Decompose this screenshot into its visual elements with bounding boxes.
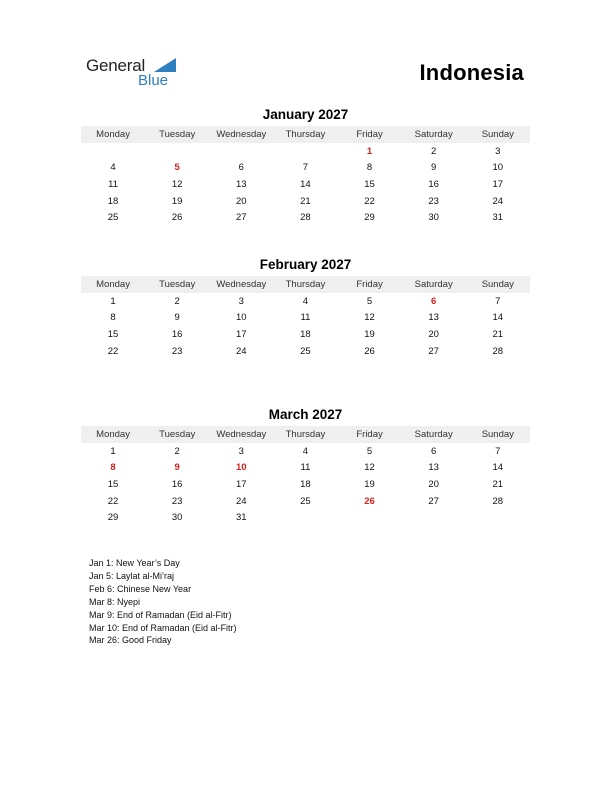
weekday-label: Sunday — [481, 279, 514, 290]
weekday-label: Saturday — [414, 279, 453, 290]
weekday-label: Friday — [356, 429, 383, 440]
day-cell: 14 — [492, 462, 504, 474]
weekday-label: Sunday — [481, 429, 514, 440]
day-cell: 25 — [107, 212, 119, 224]
day-cell: 21 — [492, 478, 504, 490]
day-cell: 9 — [431, 162, 437, 174]
day-cell: 25 — [300, 345, 311, 357]
weekday-header-row — [81, 126, 530, 143]
logo-text-blue: Blue — [138, 72, 169, 89]
day-cell: 28 — [492, 495, 504, 507]
day-cell: 3 — [238, 445, 244, 457]
day-cell: 12 — [171, 178, 183, 190]
week-row — [81, 310, 530, 327]
day-cell: 14 — [300, 178, 311, 190]
day-cell: 23 — [171, 495, 183, 507]
day-cell: 16 — [171, 328, 183, 340]
generalblue-logo — [86, 56, 186, 92]
day-cell: 2 — [431, 145, 437, 157]
day-cell: 11 — [300, 462, 311, 474]
holiday-day-cell: 6 — [431, 295, 437, 307]
month-title: March 2027 — [268, 407, 343, 422]
day-cell: 18 — [300, 478, 311, 490]
day-cell: 7 — [302, 162, 309, 174]
weekday-label: Saturday — [414, 429, 453, 440]
weekday-label: Saturday — [414, 129, 453, 140]
week-row — [81, 326, 530, 343]
weekday-label: Tuesday — [159, 279, 196, 290]
day-cell: 9 — [174, 312, 180, 324]
week-row — [81, 209, 530, 226]
day-cell: 15 — [364, 178, 375, 190]
holiday-day-cell: 10 — [236, 462, 247, 474]
day-cell: 22 — [107, 345, 119, 357]
month-january — [81, 106, 530, 226]
week-row — [81, 476, 530, 493]
day-cell: 12 — [364, 462, 375, 474]
week-row — [81, 176, 530, 193]
country-title: Indonesia — [419, 60, 524, 85]
holiday-day-cell: 9 — [174, 462, 180, 474]
day-cell: 8 — [110, 312, 116, 324]
day-cell: 4 — [302, 445, 309, 457]
day-cell: 20 — [236, 195, 247, 207]
day-cell: 18 — [107, 195, 119, 207]
day-cell: 20 — [428, 328, 439, 340]
day-cell: 21 — [492, 328, 504, 340]
day-cell: 27 — [428, 345, 439, 357]
day-cell: 21 — [300, 195, 311, 207]
weekday-label: Wednesday — [216, 429, 267, 440]
holiday-list — [89, 557, 237, 647]
week-row — [81, 143, 530, 160]
day-cell: 28 — [492, 345, 504, 357]
holiday-list-item: Mar 8: Nyepi — [89, 596, 141, 607]
weekday-label: Thursday — [285, 429, 326, 440]
week-row — [81, 343, 530, 360]
holiday-day-cell: 5 — [174, 162, 180, 174]
day-cell: 20 — [428, 478, 439, 490]
day-cell: 13 — [428, 312, 439, 324]
day-cell: 11 — [108, 178, 118, 190]
holiday-list-item: Jan 1: New Year’s Day — [89, 558, 180, 568]
day-cell: 4 — [302, 295, 309, 307]
day-cell: 17 — [492, 178, 504, 190]
weekday-header-row — [81, 276, 530, 293]
day-cell: 23 — [428, 195, 439, 207]
day-cell: 24 — [236, 495, 247, 507]
day-cell: 26 — [364, 345, 375, 357]
month-title: January 2027 — [262, 107, 349, 122]
day-cell: 22 — [364, 195, 375, 207]
day-cell: 31 — [492, 212, 504, 224]
day-cell: 26 — [171, 212, 183, 224]
holiday-day-cell: 26 — [364, 495, 375, 507]
day-cell: 24 — [492, 195, 504, 207]
day-cell: 12 — [364, 312, 375, 324]
month-february — [81, 256, 530, 359]
day-cell: 25 — [300, 495, 311, 507]
day-cell: 14 — [492, 312, 504, 324]
weekday-label: Monday — [96, 279, 130, 290]
day-cell: 19 — [171, 195, 183, 207]
holiday-list-item: Mar 9: End of Ramadan (Eid al-Fitr) — [89, 609, 232, 620]
week-row — [81, 460, 530, 477]
day-cell: 30 — [171, 512, 183, 524]
day-cell: 19 — [364, 328, 375, 340]
day-cell: 1 — [110, 295, 116, 307]
day-cell: 15 — [107, 478, 119, 490]
month-march — [81, 406, 530, 526]
day-cell: 4 — [110, 162, 116, 174]
day-cell: 13 — [236, 178, 247, 190]
day-cell: 29 — [364, 212, 375, 224]
day-cell: 6 — [431, 445, 437, 457]
holiday-day-cell: 8 — [110, 462, 116, 474]
holiday-day-cell: 1 — [366, 145, 373, 157]
weekday-label: Tuesday — [159, 429, 196, 440]
week-row — [81, 493, 530, 510]
day-cell: 17 — [236, 328, 247, 340]
weekday-label: Wednesday — [216, 129, 267, 140]
holiday-list-item: Jan 5: Laylat al-Mi’raj — [89, 570, 175, 581]
day-cell: 5 — [366, 295, 373, 307]
day-cell: 24 — [236, 345, 247, 357]
day-cell: 28 — [300, 212, 311, 224]
day-cell: 3 — [238, 295, 244, 307]
day-cell: 27 — [428, 495, 439, 507]
day-cell: 3 — [495, 145, 501, 157]
weekday-label: Monday — [96, 429, 130, 440]
weekday-label: Thursday — [285, 129, 326, 140]
day-cell: 31 — [236, 512, 247, 524]
day-cell: 29 — [107, 512, 119, 524]
week-row — [81, 293, 530, 310]
day-cell: 16 — [171, 478, 183, 490]
day-cell: 16 — [428, 178, 439, 190]
holiday-list-item: Mar 26: Good Friday — [89, 635, 172, 646]
day-cell: 17 — [236, 478, 247, 490]
day-cell: 13 — [428, 462, 439, 474]
day-cell: 19 — [364, 478, 375, 490]
weekday-label: Sunday — [481, 129, 514, 140]
week-row — [81, 193, 530, 210]
week-row — [81, 160, 530, 177]
day-cell: 6 — [238, 162, 244, 174]
week-row — [81, 443, 530, 460]
day-cell: 30 — [428, 212, 439, 224]
holiday-list-item: Feb 6: Chinese New Year — [89, 583, 192, 594]
day-cell: 7 — [495, 445, 501, 457]
week-row — [81, 509, 530, 526]
day-cell: 2 — [174, 295, 180, 307]
day-cell: 11 — [300, 312, 311, 324]
day-cell: 22 — [107, 495, 119, 507]
month-title: February 2027 — [259, 257, 352, 272]
day-cell: 7 — [495, 295, 501, 307]
day-cell: 10 — [492, 162, 504, 174]
day-cell: 10 — [236, 312, 247, 324]
day-cell: 2 — [174, 445, 180, 457]
day-cell: 1 — [110, 445, 116, 457]
day-cell: 23 — [171, 345, 183, 357]
weekday-label: Friday — [356, 129, 383, 140]
weekday-label: Friday — [356, 279, 383, 290]
day-cell: 5 — [366, 445, 373, 457]
day-cell: 8 — [366, 162, 373, 174]
day-cell: 27 — [236, 212, 247, 224]
weekday-label: Thursday — [285, 279, 326, 290]
logo-triangle-icon — [154, 58, 176, 72]
weekday-label: Monday — [96, 129, 130, 140]
weekday-label: Wednesday — [216, 279, 267, 290]
day-cell: 15 — [107, 328, 119, 340]
holiday-list-item: Mar 10: End of Ramadan (Eid al-Fitr) — [89, 622, 237, 633]
day-cell: 18 — [300, 328, 311, 340]
weekday-label: Tuesday — [159, 129, 196, 140]
weekday-header-row — [81, 426, 530, 443]
logo-text-general: General — [86, 56, 146, 75]
